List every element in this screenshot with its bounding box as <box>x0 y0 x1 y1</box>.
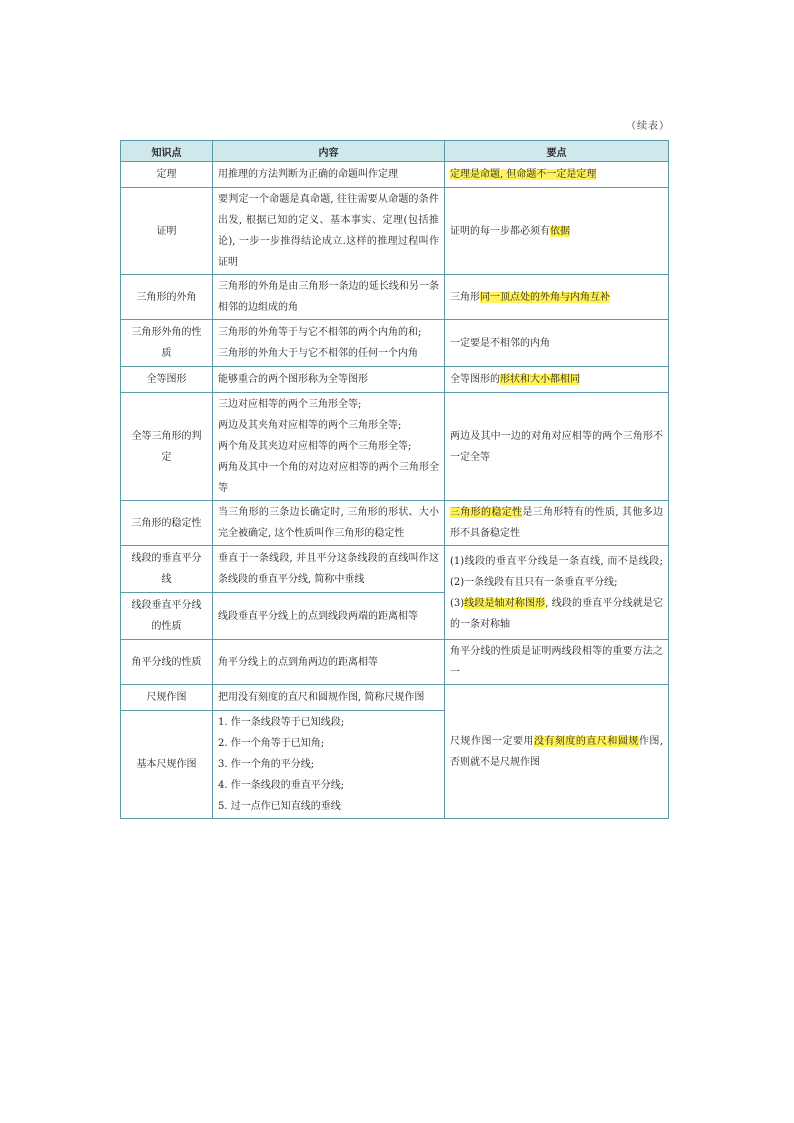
content-cell: 线段垂直平分线上的点到线段两端的距离相等 <box>213 593 445 640</box>
construction-list <box>218 712 439 817</box>
topic-cell: 线段垂直平分线的性质 <box>121 593 213 640</box>
table-row <box>121 367 669 393</box>
table-row <box>121 501 669 546</box>
content-line: 两角及其中一个角的对边对应相等的两个三角形全等 <box>218 462 439 494</box>
content-cell: 用推理的方法判断为正确的命题叫作定理 <box>213 162 445 188</box>
content-line: 三边对应相等的两个三角形全等; <box>218 399 362 410</box>
topic-cell: 定理 <box>121 162 213 188</box>
key-cell: 角平分线的性质是证明两线段相等的重要方法之一 <box>445 640 669 685</box>
list-item: 1. 作一条线段等于已知线段; <box>218 717 345 728</box>
topic-cell: 尺规作图 <box>121 685 213 711</box>
content-cell: 垂直于一条线段, 并且平分这条线段的直线叫作这条线段的垂直平分线, 简称中垂线 <box>213 546 445 593</box>
key-cell <box>445 188 669 275</box>
table-header-row <box>121 141 669 162</box>
key-cell <box>445 162 669 188</box>
key-text: , 线段的垂直平分线就是它的一条对称轴 <box>450 597 664 630</box>
table-row <box>121 162 669 188</box>
knowledge-table <box>120 140 669 819</box>
highlight: 三角形的稳定性 <box>450 507 523 518</box>
content-line: 三角形的外角大于与它不相邻的任何一个内角 <box>218 348 418 359</box>
table-row <box>121 640 669 685</box>
highlight: 同一顶点处的外角与内角互补 <box>480 291 610 303</box>
highlight: 线段是轴对称图形 <box>464 597 546 609</box>
list-item: 3. 作一个角的平分线; <box>218 759 315 770</box>
content-line: 三角形的外角等于与它不相邻的两个内角的和; <box>218 327 422 338</box>
topic-cell: 三角形的稳定性 <box>121 501 213 546</box>
table-row <box>121 188 669 275</box>
content-cell <box>213 711 445 819</box>
content-cell: 三角形的外角是由三角形一条边的延长线和另一条相邻的边组成的角 <box>213 275 445 320</box>
table-row <box>121 685 669 711</box>
key-text: 证明的每一步都必须有 <box>450 225 550 237</box>
key-text: (3) <box>450 597 465 609</box>
content-cell <box>213 320 445 367</box>
table-row <box>121 393 669 501</box>
content-line: 两边及其夹角对应相等的两个三角形全等; <box>218 420 402 431</box>
content-cell: 能够重合的两个图形称为全等图形 <box>213 367 445 393</box>
content-cell: 要判定一个命题是真命题, 往往需要从命题的条件出发, 根据已知的定义、基本事实、定理(包括推论), 一步一步推得结论成立.这样的推理过程叫作证明 <box>213 188 445 275</box>
highlight: 依据 <box>550 225 570 237</box>
key-cell <box>445 367 669 393</box>
key-cell <box>445 501 669 546</box>
key-text: 作图, 否则就不是尺规作图 <box>450 735 664 768</box>
header-content: 内容 <box>213 141 445 162</box>
key-text: 全等图形的 <box>450 374 500 385</box>
list-item: 4. 作一条线段的垂直平分线; <box>218 780 345 791</box>
key-cell: 一定要是不相邻的内角 <box>445 320 669 367</box>
content-cell: 角平分线上的点到角两边的距离相等 <box>213 640 445 685</box>
topic-cell: 全等三角形的判定 <box>121 393 213 501</box>
content-cell <box>213 393 445 501</box>
highlight: 定理是命题, 但命题不一定是定理 <box>450 169 597 180</box>
topic-cell: 证明 <box>121 188 213 275</box>
key-text: 尺规作图一定要用 <box>450 735 534 747</box>
list-item: 2. 作一个角等于已知角; <box>218 738 325 749</box>
key-cell <box>445 275 669 320</box>
topic-cell: 基本尺规作图 <box>121 711 213 819</box>
topic-cell: 线段的垂直平分线 <box>121 546 213 593</box>
key-cell <box>445 685 669 819</box>
continued-label: （续表） <box>626 121 670 132</box>
key-text: 是三角形特有的性质, 其他多边形不具备稳定性 <box>450 507 664 539</box>
topic-cell: 角平分线的性质 <box>121 640 213 685</box>
highlight: 没有刻度的直尺和圆规 <box>533 735 639 747</box>
key-cell: 两边及其中一边的对角对应相等的两个三角形不一定全等 <box>445 393 669 501</box>
key-text: (1)线段的垂直平分线是一条直线, 而不是线段; (2)一条线段有且只有一条垂直平分线; <box>450 555 663 588</box>
topic-cell: 三角形的外角 <box>121 275 213 320</box>
key-text: 三角形 <box>450 291 480 303</box>
topic-cell: 全等图形 <box>121 367 213 393</box>
content-cell: 把用没有刻度的直尺和圆规作图, 简称尺规作图 <box>213 685 445 711</box>
content-line: 两个角及其夹边对应相等的两个三角形全等; <box>218 441 412 452</box>
content-cell: 当三角形的三条边长确定时, 三角形的形状、大小完全被确定, 这个性质叫作三角形的稳定性 <box>213 501 445 546</box>
list-item: 5. 过一点作已知直线的垂线 <box>218 801 341 812</box>
table-row <box>121 275 669 320</box>
key-cell <box>445 546 669 640</box>
table-row <box>121 546 669 593</box>
highlight: 形状和大小都相同 <box>500 374 580 385</box>
header-topic: 知识点 <box>121 141 213 162</box>
table-row <box>121 320 669 367</box>
topic-cell: 三角形外角的性质 <box>121 320 213 367</box>
header-key: 要点 <box>445 141 669 162</box>
